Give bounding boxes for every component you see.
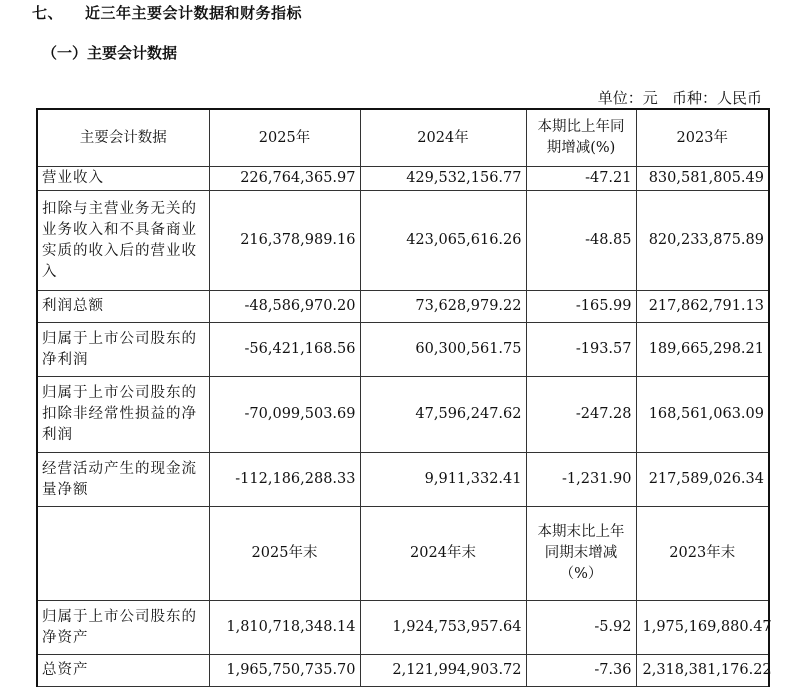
header-cell: 本期比上年同期增减(%) xyxy=(526,109,636,167)
value-2023-end: 2,318,381,176.22 xyxy=(636,655,769,687)
value-2024-end: 2,121,994,903.72 xyxy=(360,655,526,687)
value-2025: -70,099,503.69 xyxy=(209,377,360,453)
period-end-header-row xyxy=(37,507,769,601)
table-row xyxy=(37,191,769,291)
value-2024: 73,628,979.22 xyxy=(360,291,526,323)
value-change: -193.57 xyxy=(526,323,636,377)
header-cell: 2023年末 xyxy=(636,507,769,601)
section-heading xyxy=(32,2,302,23)
subsection-title: （一）主要会计数据 xyxy=(42,44,178,62)
value-change: -1,231.90 xyxy=(526,453,636,507)
value-change: -7.36 xyxy=(526,655,636,687)
value-2023: 217,862,791.13 xyxy=(636,291,769,323)
table-row xyxy=(37,377,769,453)
unit-currency-note: 单位：元 币种：人民币 xyxy=(597,89,762,107)
table-header-row xyxy=(37,109,769,167)
value-change: -5.92 xyxy=(526,601,636,655)
table-row xyxy=(37,291,769,323)
header-cell: 2024年末 xyxy=(360,507,526,601)
accounting-data-table xyxy=(36,108,770,687)
value-2023: 820,233,875.89 xyxy=(636,191,769,291)
value-2024: 429,532,156.77 xyxy=(360,167,526,191)
table-row xyxy=(37,323,769,377)
header-cell: 2024年 xyxy=(360,109,526,167)
value-2024: 9,911,332.41 xyxy=(360,453,526,507)
table-row xyxy=(37,453,769,507)
row-label: 归属于上市公司股东的扣除非经常性损益的净利润 xyxy=(37,377,209,453)
row-label: 扣除与主营业务无关的业务收入和不具备商业实质的收入后的营业收入 xyxy=(37,191,209,291)
value-2023: 189,665,298.21 xyxy=(636,323,769,377)
header-cell: 2023年 xyxy=(636,109,769,167)
table-row xyxy=(37,655,769,687)
table-row xyxy=(37,601,769,655)
value-2023-end: 1,975,169,880.47 xyxy=(636,601,769,655)
row-label: 营业收入 xyxy=(37,167,209,191)
value-2025: 226,764,365.97 xyxy=(209,167,360,191)
row-label: 总资产 xyxy=(37,655,209,687)
value-2025-end: 1,810,718,348.14 xyxy=(209,601,360,655)
value-change: -247.28 xyxy=(526,377,636,453)
value-change: -47.21 xyxy=(526,167,636,191)
value-2024: 47,596,247.62 xyxy=(360,377,526,453)
header-cell: 2025年末 xyxy=(209,507,360,601)
header-cell: 2025年 xyxy=(209,109,360,167)
section-title: 近三年主要会计数据和财务指标 xyxy=(85,4,303,22)
value-2024-end: 1,924,753,957.64 xyxy=(360,601,526,655)
section-number: 七、 xyxy=(32,4,64,22)
value-2025: -56,421,168.56 xyxy=(209,323,360,377)
value-change: -165.99 xyxy=(526,291,636,323)
value-change: -48.85 xyxy=(526,191,636,291)
value-2023: 217,589,026.34 xyxy=(636,453,769,507)
header-cell xyxy=(37,507,209,601)
value-2025-end: 1,965,750,735.70 xyxy=(209,655,360,687)
value-2024: 60,300,561.75 xyxy=(360,323,526,377)
header-cell: 主要会计数据 xyxy=(37,109,209,167)
row-label: 经营活动产生的现金流量净额 xyxy=(37,453,209,507)
value-2025: 216,378,989.16 xyxy=(209,191,360,291)
table-row xyxy=(37,167,769,191)
value-2025: -48,586,970.20 xyxy=(209,291,360,323)
row-label: 利润总额 xyxy=(37,291,209,323)
value-2023: 168,561,063.09 xyxy=(636,377,769,453)
row-label: 归属于上市公司股东的净利润 xyxy=(37,323,209,377)
header-cell: 本期末比上年同期末增减（%） xyxy=(526,507,636,601)
value-2023: 830,581,805.49 xyxy=(636,167,769,191)
row-label: 归属于上市公司股东的净资产 xyxy=(37,601,209,655)
value-2024: 423,065,616.26 xyxy=(360,191,526,291)
value-2025: -112,186,288.33 xyxy=(209,453,360,507)
